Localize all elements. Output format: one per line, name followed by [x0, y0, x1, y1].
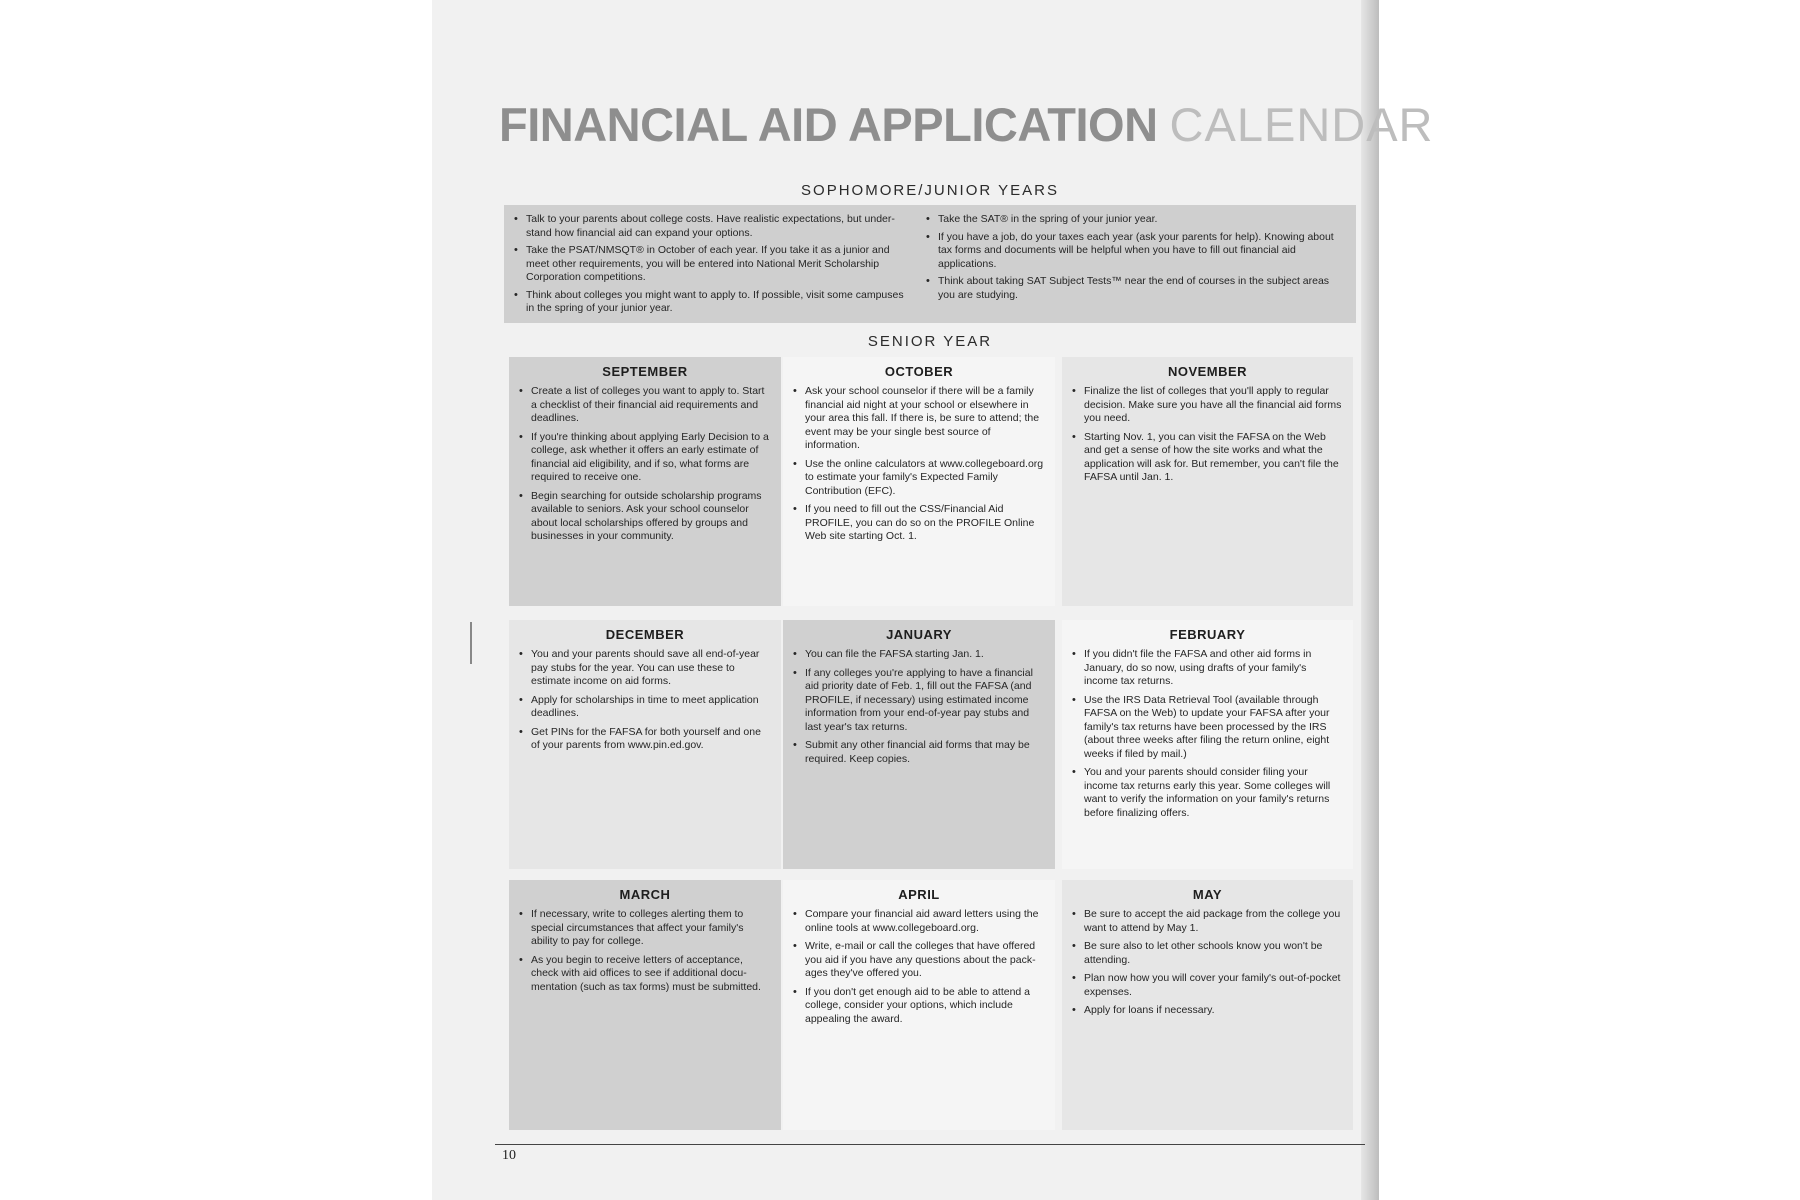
- list-item: • Use the online calculators at www.collegeboard.org to estimate your family's Expected Family Contribution (EFC).: [791, 458, 1045, 499]
- list-item: • If you didn't file the FAFSA and other aid forms in January, do so now, using drafts of your family's income tax returns.: [1070, 648, 1343, 689]
- month-items: [1070, 648, 1343, 820]
- list-item: • Plan now how you will cover your family's out-of-pocket expenses.: [1070, 972, 1343, 999]
- month-items: [791, 908, 1045, 1026]
- month-heading: MARCH: [619, 887, 671, 902]
- page-binding-shadow: [1361, 0, 1379, 1200]
- footer-rule: [495, 1144, 1365, 1145]
- list-item: • If any colleges you're applying to have a financial aid priority date of Feb. 1, fill out the FAFSA (and PROFILE, if necessary) using estimated income information from your end-of-year pay stubs and last year's tax returns.: [791, 667, 1045, 735]
- scan-mark: [470, 622, 472, 664]
- sophomore-junior-right-list: [924, 213, 1344, 302]
- list-item: • Talk to your parents about college costs. Have realistic expectations, but under-stand how financial aid can expand your options.: [512, 213, 907, 240]
- senior-year-heading: SENIOR YEAR: [867, 333, 993, 350]
- list-item: • If you have a job, do your taxes each year (ask your parents for help). Knowing about tax forms and documents will be helpful when you have to fill out financial aid applications.: [924, 231, 1344, 272]
- list-item: • If you're thinking about applying Early Decision to a college, ask whether it offers an early estimate of financial aid eligibility, and if so, what forms are required to receive one.: [517, 431, 771, 485]
- month-box-january: [783, 620, 1055, 869]
- month-heading: FEBRUARY: [1169, 627, 1246, 642]
- list-item: • Compare your financial aid award letters using the online tools at www.collegeboard.org.: [791, 908, 1045, 935]
- month-items: [517, 908, 771, 994]
- list-item: • Create a list of colleges you want to apply to. Start a checklist of their financial aid requirements and deadlines.: [517, 385, 771, 426]
- list-item: • Be sure also to let other schools know you won't be attending.: [1070, 940, 1343, 967]
- month-heading: DECEMBER: [605, 627, 685, 642]
- month-items: [1070, 908, 1343, 1018]
- month-items: [517, 648, 771, 753]
- list-item: • Starting Nov. 1, you can visit the FAFSA on the Web and get a sense of how the site works and what the application will ask for. But remember, you can't file the FAFSA until Jan. 1.: [1070, 431, 1343, 485]
- list-item: • Take the PSAT/NMSQT® in October of each year. If you take it as a junior and meet other requirements, you will be entered into National Merit Scholarship Corporation competitions.: [512, 244, 907, 285]
- month-box-october: [783, 357, 1055, 606]
- month-box-march: [509, 880, 781, 1130]
- month-items: [517, 385, 771, 544]
- page-title: [499, 98, 1434, 152]
- list-item: • Write, e-mail or call the colleges that have offered you aid if you have any questions about the pack-ages they've offered you.: [791, 940, 1045, 981]
- list-item: • Begin searching for outside scholarship programs available to seniors. Ask your school counselor about local scholarships offered by groups and businesses in your community.: [517, 490, 771, 544]
- list-item: • Submit any other financial aid forms that may be required. Keep copies.: [791, 739, 1045, 766]
- list-item: • Ask your school counselor if there will be a family financial aid night at your school or elsewhere in your area this fall. If there is, be sure to attend; the event may be your single best source of information.: [791, 385, 1045, 453]
- month-heading: SEPTEMBER: [602, 364, 688, 379]
- list-item: • Apply for loans if necessary.: [1070, 1004, 1343, 1018]
- month-heading: JANUARY: [886, 627, 952, 642]
- month-heading: OCTOBER: [884, 364, 954, 379]
- title-bold-part: FINANCIAL AID APPLICATION: [499, 98, 1158, 151]
- sophomore-junior-band: [504, 205, 1356, 323]
- sophomore-junior-right-column: [924, 213, 1344, 306]
- month-box-december: [509, 620, 781, 869]
- month-items: [791, 648, 1045, 766]
- list-item: • Use the IRS Data Retrieval Tool (available through FAFSA on the Web) to update your FAFSA after your family's tax returns have been processed by the IRS (about three weeks after filing the return online, eight weeks if filed by mail.): [1070, 694, 1343, 762]
- list-item: • If you need to fill out the CSS/Financial Aid PROFILE, you can do so on the PROFILE Online Web site starting Oct. 1.: [791, 503, 1045, 544]
- month-box-september: [509, 357, 781, 606]
- month-box-may: [1062, 880, 1353, 1130]
- list-item: • You can file the FAFSA starting Jan. 1.: [791, 648, 1045, 662]
- month-heading: MAY: [1192, 887, 1223, 902]
- month-items: [1070, 385, 1343, 485]
- list-item: • Think about taking SAT Subject Tests™ near the end of courses in the subject areas you are studying.: [924, 275, 1344, 302]
- page-number: 10: [502, 1148, 516, 1163]
- list-item: • You and your parents should consider filing your income tax returns early this year. Some colleges will want to verify the information on your family's returns before finalizing offers.: [1070, 766, 1343, 820]
- list-item: • Finalize the list of colleges that you'll apply to regular decision. Make sure you have all the financial aid forms you need.: [1070, 385, 1343, 426]
- list-item: • If you don't get enough aid to be able to attend a college, consider your options, which include appealing the award.: [791, 986, 1045, 1027]
- month-heading: APRIL: [898, 887, 940, 902]
- month-items: [791, 385, 1045, 544]
- month-box-november: [1062, 357, 1353, 606]
- month-heading: NOVEMBER: [1167, 364, 1248, 379]
- document-page: [432, 0, 1434, 1200]
- list-item: • If necessary, write to colleges alerting them to special circumstances that affect your family's ability to pay for college.: [517, 908, 771, 949]
- title-light-part: CALENDAR: [1169, 98, 1434, 151]
- list-item: • Be sure to accept the aid package from the college you want to attend by May 1.: [1070, 908, 1343, 935]
- sophomore-junior-heading: SOPHOMORE/JUNIOR YEARS: [801, 182, 1059, 199]
- sophomore-junior-left-column: [512, 213, 907, 320]
- list-item: • Take the SAT® in the spring of your junior year.: [924, 213, 1344, 227]
- list-item: • As you begin to receive letters of acceptance, check with aid offices to see if additional docu-mentation (such as tax forms) must be submitted.: [517, 954, 771, 995]
- sophomore-junior-left-list: [512, 213, 907, 316]
- list-item: • Get PINs for the FAFSA for both yourself and one of your parents from www.pin.ed.gov.: [517, 726, 771, 753]
- month-box-february: [1062, 620, 1353, 869]
- list-item: • Think about colleges you might want to apply to. If possible, visit some campuses in the spring of your junior year.: [512, 289, 907, 316]
- list-item: • Apply for scholarships in time to meet application deadlines.: [517, 694, 771, 721]
- list-item: • You and your parents should save all end-of-year pay stubs for the year. You can use these to estimate income on aid forms.: [517, 648, 771, 689]
- month-box-april: [783, 880, 1055, 1130]
